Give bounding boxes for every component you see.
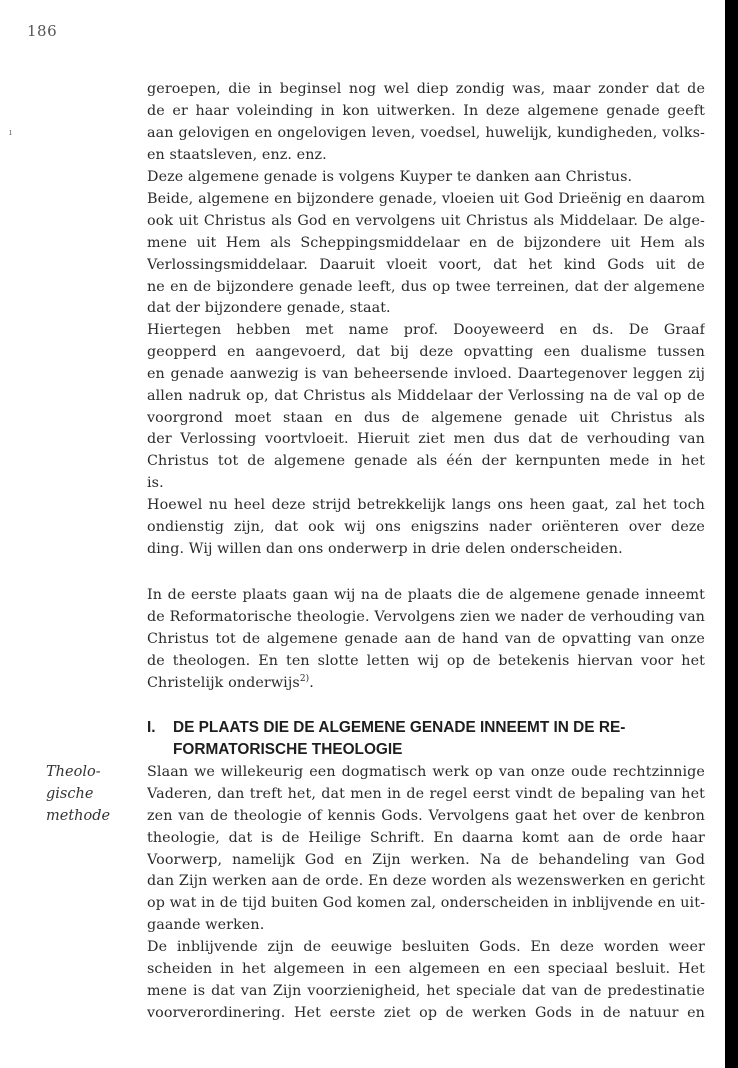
page-number: 186 — [27, 22, 58, 40]
paragraph-5 — [147, 495, 705, 561]
text-fragment: . — [309, 674, 314, 691]
text-line: scheiden in het algemeen in een algemeen en een speciaal besluit. Het — [147, 960, 705, 977]
margin-note-line: Theolo- — [46, 764, 101, 780]
text-line: Christus tot de algemene genade aan de hand van de opvatting van onze — [147, 630, 705, 647]
text-line: voorgrond moet staan en dus de algemene genade uit Christus als — [147, 409, 705, 426]
text-line: zen van de theologie of kennis Gods. Vervolgens gaat het over de kenbron — [147, 807, 705, 824]
text-line: Deze algemene genade is volgens Kuyper te danken aan Christus. — [147, 169, 633, 185]
text-line: op wat in de tijd buiten God komen zal, onderscheiden in inblijvende en uit- — [147, 895, 705, 912]
text-line: is. — [147, 475, 164, 492]
text-line: aan gelovigen en ongelovigen leven, voedsel, huwelijk, kundigheden, volks- — [147, 124, 705, 141]
text-line: ding. Wij willen dan ons onderwerp in drie delen onderscheiden. — [147, 540, 623, 557]
text-line: voorverordinering. Het eerste ziet op de werken Gods in de natuur en — [147, 1004, 705, 1021]
text-line-last — [147, 673, 705, 695]
text-line: mene is dat van Zijn voorzienigheid, het speciale dat van de predestinatie — [147, 982, 705, 999]
paragraph-3 — [147, 189, 705, 320]
text-line: Verlossingsmiddelaar. Daaruit vloeit voort, dat het kind Gods uit de — [147, 256, 705, 273]
text-line: Vaderen, dan treft het, dat men in de regel eerst vindt de bepaling van het — [147, 785, 705, 802]
text-line: Voorwerp, namelijk God en Zijn werken. Na de behandeling van God — [147, 851, 705, 868]
text-line: en genade aanwezig is van beheersende invloed. Daartegenover leggen zij — [147, 365, 705, 382]
margin-note-line: methode — [46, 807, 111, 824]
text-line: Christus tot de algemene genade als één der kernpunten mede in het — [147, 453, 705, 470]
margin-note — [46, 762, 136, 828]
text-line: gaande werken. — [147, 917, 265, 934]
section-heading — [147, 717, 712, 761]
paragraph-4 — [147, 320, 705, 495]
text-line: ne en de bijzondere genade leeft, dus op twee terreinen, dat der algemene — [147, 278, 705, 295]
heading-line: FORMATORISCHE THEOLOGIE — [173, 741, 403, 758]
text-line: allen nadruk op, dat Christus als Middelaar der Verlossing na de val op de — [147, 387, 705, 404]
section-number: I. — [147, 719, 156, 736]
footnote-marker[interactable]: 2) — [299, 673, 310, 684]
text-line: Hoewel nu heel deze strijd betrekkelijk langs ons heen gaat, zal het toch — [147, 497, 705, 513]
text-line: geopperd en aangevoerd, dat bij deze opvatting een dualisme tussen — [147, 343, 705, 360]
text-line: Slaan we willekeurig een dogmatisch werk op van onze oude rechtzinnige — [147, 764, 705, 780]
text-line: ook uit Christus als God en vervolgens uit Christus als Middelaar. De alge- — [147, 212, 705, 229]
paragraph-2 — [147, 167, 705, 189]
text-line: de er haar voleinding in kon uitwerken. In deze algemene genade geeft — [147, 102, 705, 119]
scan-edge-bar — [725, 0, 738, 1068]
stray-mark: ı — [9, 128, 12, 138]
paragraph-8 — [147, 937, 705, 1025]
text-line: en staatsleven, enz. enz. — [147, 146, 327, 163]
text-line: In de eerste plaats gaan wij na de plaats die de algemene genade inneemt — [147, 587, 705, 603]
text-line: De inblijvende zijn de eeuwige besluiten Gods. En deze worden weer — [147, 939, 705, 955]
text-line: Beide, algemene en bijzondere genade, vloeien uit God Drieënig en daarom — [147, 191, 705, 207]
text-line: dat der bijzondere genade, staat. — [147, 300, 391, 317]
paragraph-6 — [147, 585, 705, 694]
text-line: theologie, dat is de Heilige Schrift. En daarna komt aan de orde haar — [147, 829, 705, 846]
paragraph-1 — [147, 79, 705, 167]
heading-line: DE PLAATS DIE DE ALGEMENE GENADE INNEEMT IN DE RE- — [173, 719, 626, 736]
text-line: dan Zijn werken aan de orde. En deze worden als wezenswerken en gericht — [147, 873, 705, 890]
text-line: de Reformatorische theologie. Vervolgens zien we nader de verhouding van — [147, 608, 705, 625]
text-line: der Verlossing voortvloeit. Hieruit ziet men dus dat de verhouding van — [147, 431, 705, 448]
text-fragment: Christelijk onderwijs — [147, 674, 300, 691]
paragraph-7 — [147, 762, 705, 937]
text-line: ondienstig zijn, dat ook wij ons enigszins nader oriënteren over deze — [147, 518, 705, 535]
text-line: Hiertegen hebben met name prof. Dooyeweerd en ds. De Graaf — [147, 322, 705, 338]
text-line: mene uit Hem als Scheppingsmiddelaar en de bijzondere uit Hem als — [147, 234, 705, 251]
text-line: de theologen. En ten slotte letten wij op de betekenis hiervan voor het — [147, 652, 705, 669]
text-line: geroepen, die in beginsel nog wel diep zondig was, maar zonder dat de — [147, 81, 705, 97]
margin-note-line: gische — [46, 785, 94, 802]
